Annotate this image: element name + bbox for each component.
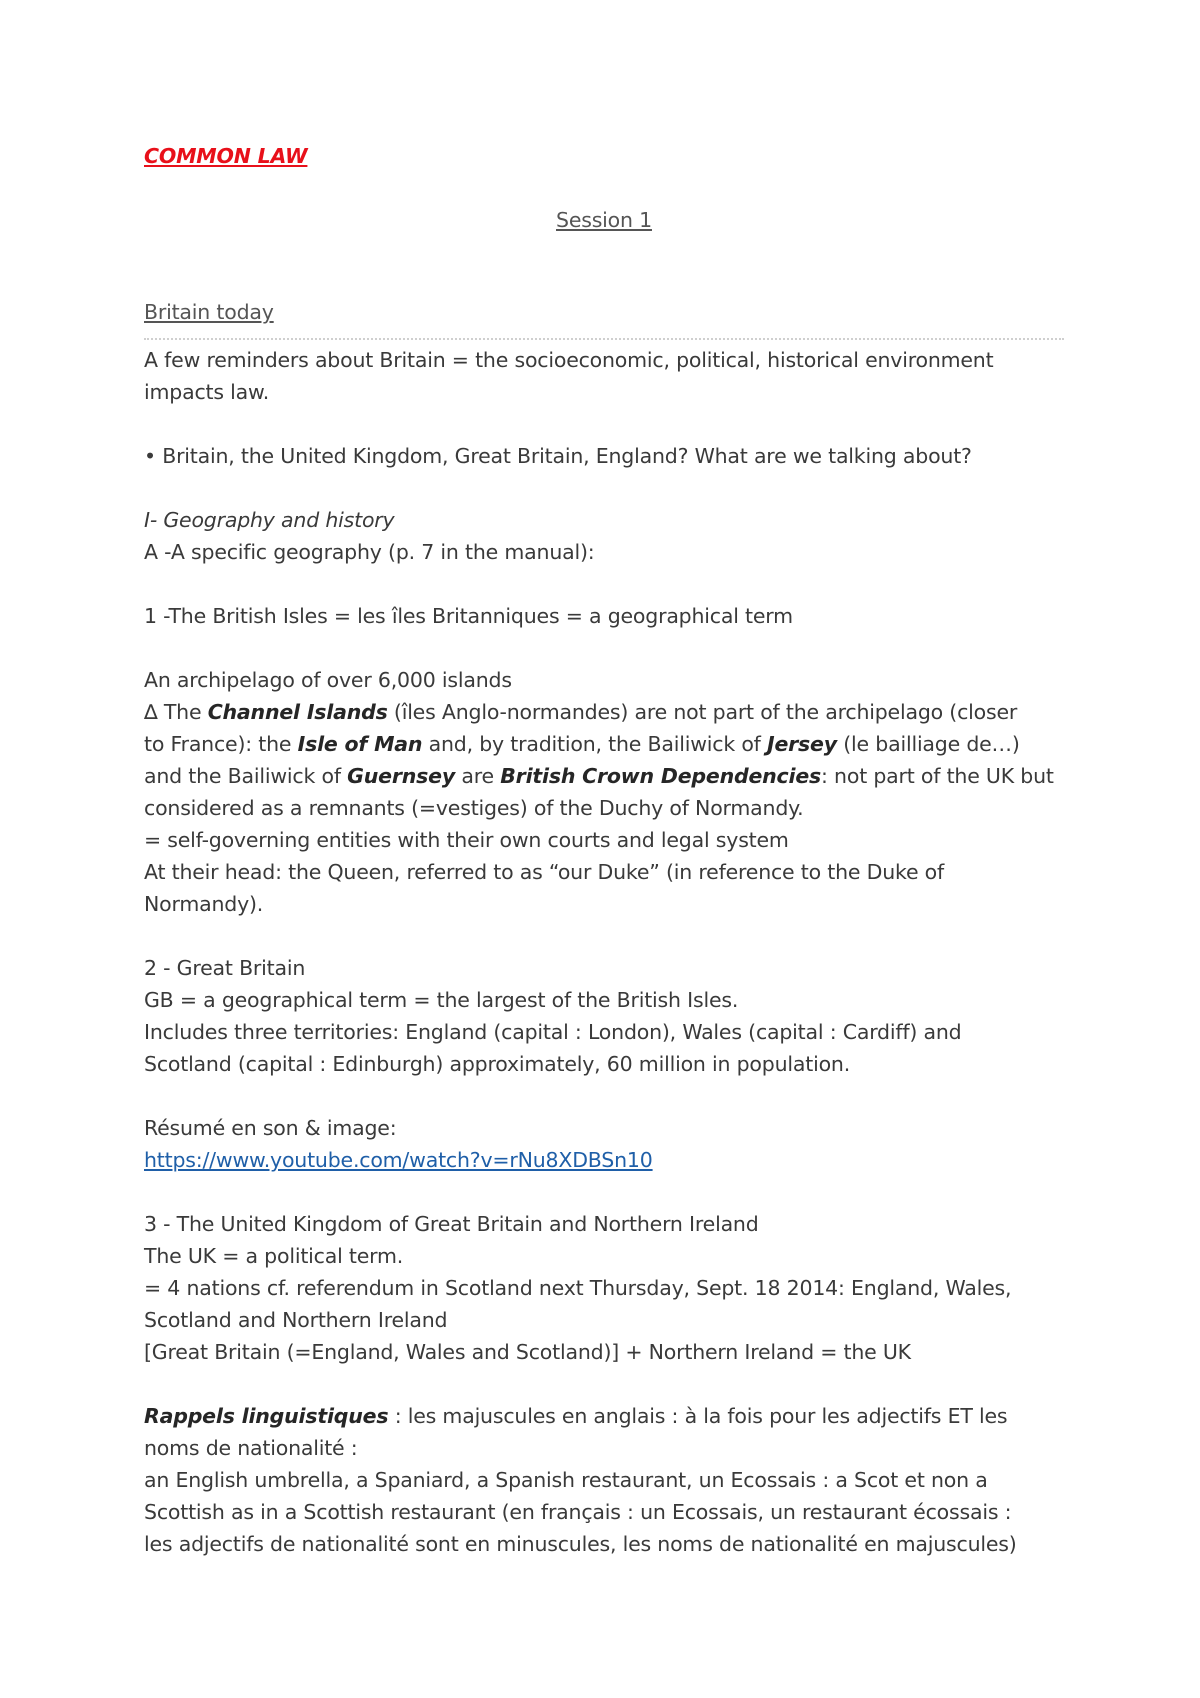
gb-line-1: GB = a geographical term = the largest of the British Isles. <box>144 988 739 1012</box>
spacer <box>144 568 1064 600</box>
isles-paragraph-line-7: Normandy). <box>144 892 264 916</box>
part-heading: I- Geography and history <box>144 508 395 532</box>
intro-line-2: impacts law. <box>144 380 270 404</box>
uk-line-4: [Great Britain (=England, Wales and Scotland)] + Northern Ireland = the UK <box>144 1340 911 1364</box>
uk-line-1: The UK = a political term. <box>144 1244 404 1268</box>
section-divider <box>144 338 1064 340</box>
isles-paragraph-line-3 <box>144 760 1064 792</box>
spacer <box>144 408 1064 440</box>
gb-line-3: Scotland (capital : Edinburgh) approximately, 60 million in population. <box>144 1052 851 1076</box>
emphasis-jersey: Jersey <box>767 732 837 756</box>
emphasis-channel-islands: Channel Islands <box>207 700 388 724</box>
document-title: COMMON LAW <box>144 144 308 168</box>
isles-paragraph-line-2 <box>144 728 1064 760</box>
gb-heading: 2 - Great Britain <box>144 956 306 980</box>
spacer <box>144 472 1064 504</box>
text-run: : les majuscules en anglais : à la fois pour les adjectifs ET les <box>388 1404 1008 1428</box>
media-link-line <box>144 1144 1064 1176</box>
rappels-line-5: les adjectifs de nationalité sont en minuscules, les noms de nationalité en majuscules) <box>144 1532 1017 1556</box>
rappels-line-4: Scottish as in a Scottish restaurant (en français : un Ecossais, un restaurant écossais : <box>144 1500 1012 1524</box>
text-run: (le bailliage de…) <box>836 732 1020 756</box>
question-bullet: • Britain, the United Kingdom, Great Britain, England? What are we talking about? <box>144 444 972 468</box>
isles-paragraph-line-4: considered as a remnants (=vestiges) of the Duchy of Normandy. <box>144 796 804 820</box>
text-run: and, by tradition, the Bailiwick of <box>422 732 768 756</box>
rappels-line-2: noms de nationalité : <box>144 1436 358 1460</box>
spacer <box>144 1176 1064 1208</box>
spacer <box>144 1080 1064 1112</box>
isles-paragraph-line-1 <box>144 696 1064 728</box>
spacer <box>144 920 1064 952</box>
text-run: to France): the <box>144 732 298 756</box>
text-run: ∆ The <box>144 700 208 724</box>
youtube-link[interactable]: https://www.youtube.com/watch?v=rNu8XDBSn10 <box>144 1148 653 1172</box>
text-run: : not part of the UK but <box>821 764 1054 788</box>
text-run: are <box>455 764 501 788</box>
text-run: (îles Anglo-normandes) are not part of the archipelago (closer <box>387 700 1018 724</box>
archipelago-line: An archipelago of over 6,000 islands <box>144 668 512 692</box>
text-run: and the Bailiwick of <box>144 764 348 788</box>
session-heading: Session 1 <box>556 208 652 232</box>
gb-line-2: Includes three territories: England (capital : London), Wales (capital : Cardiff) and <box>144 1020 962 1044</box>
rappels-label: Rappels linguistiques <box>144 1404 389 1428</box>
emphasis-crown-dependencies: British Crown Dependencies <box>500 764 822 788</box>
emphasis-isle-of-man: Isle of Man <box>297 732 423 756</box>
part-subheading: A -A specific geography (p. 7 in the manual): <box>144 540 595 564</box>
isles-paragraph-line-6: At their head: the Queen, referred to as “our Duke” (in reference to the Duke of <box>144 860 945 884</box>
spacer <box>144 1368 1064 1400</box>
uk-line-2: = 4 nations cf. referendum in Scotland next Thursday, Sept. 18 2014: England, Wales, <box>144 1276 1012 1300</box>
isles-heading: 1 -The British Isles = les îles Britanniques = a geographical term <box>144 604 793 628</box>
document-body <box>144 140 1064 1560</box>
spacer <box>144 632 1064 664</box>
emphasis-guernsey: Guernsey <box>347 764 456 788</box>
section-heading: Britain today <box>144 300 274 324</box>
rappels-line-1 <box>144 1400 1064 1432</box>
media-label: Résumé en son & image: <box>144 1116 397 1140</box>
uk-heading: 3 - The United Kingdom of Great Britain and Northern Ireland <box>144 1212 759 1236</box>
rappels-line-3: an English umbrella, a Spaniard, a Spanish restaurant, un Ecossais : a Scot et non a <box>144 1468 988 1492</box>
uk-line-3: Scotland and Northern Ireland <box>144 1308 448 1332</box>
intro-line-1: A few reminders about Britain = the socioeconomic, political, historical environment <box>144 348 994 372</box>
isles-paragraph-line-5: = self-governing entities with their own courts and legal system <box>144 828 789 852</box>
